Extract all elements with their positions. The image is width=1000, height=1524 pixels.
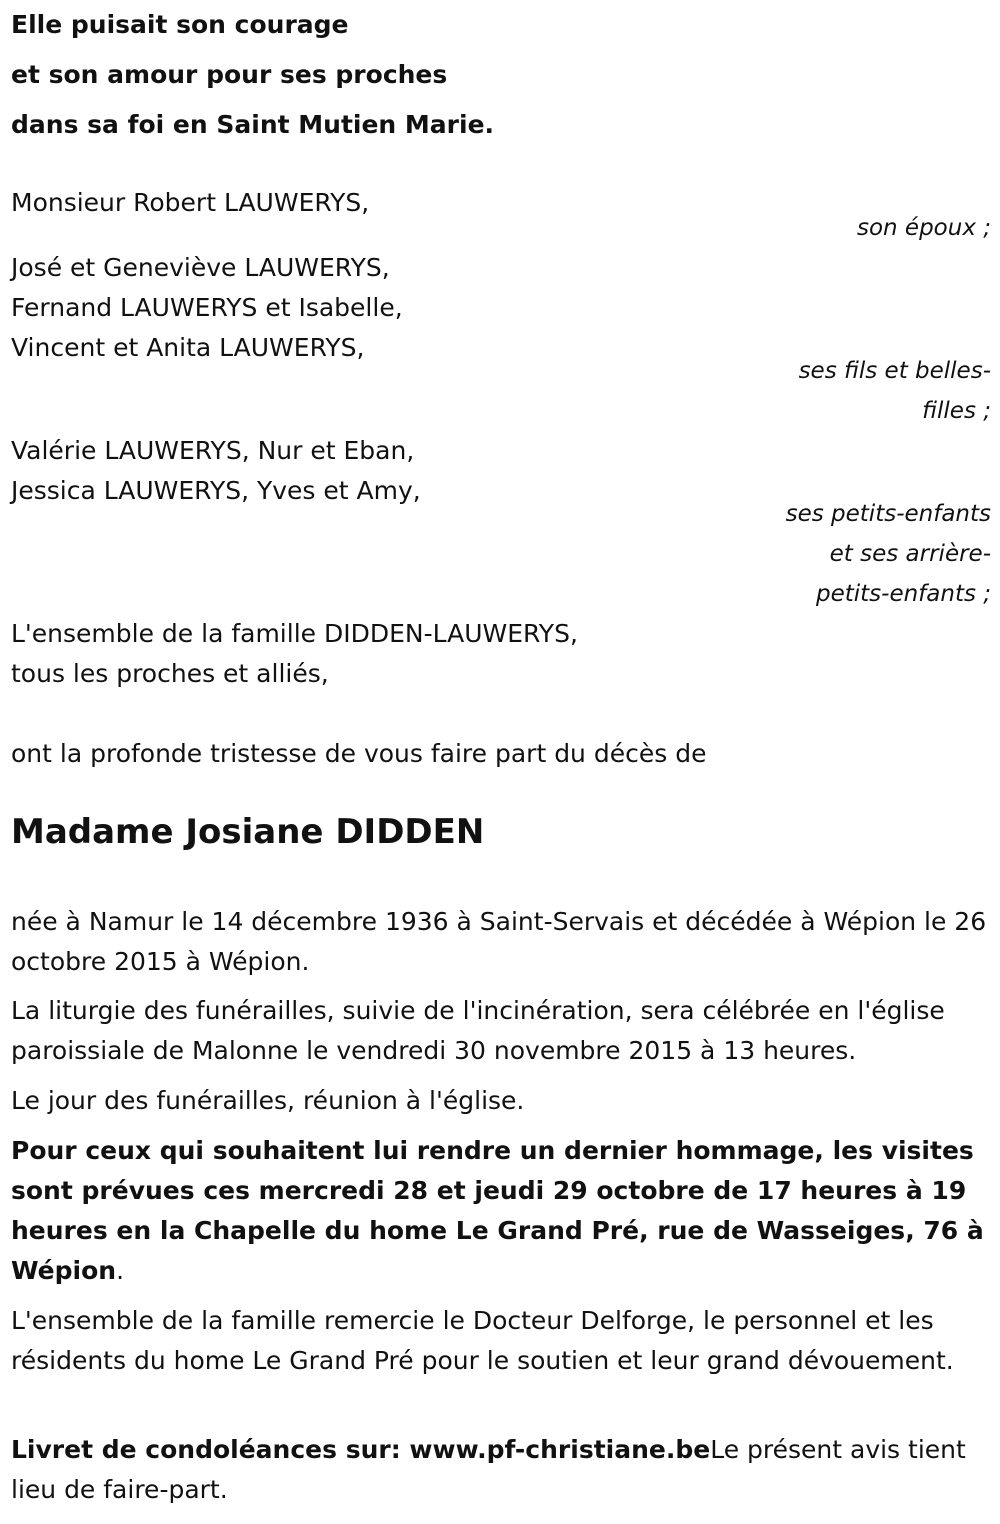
spouse-relation: son époux ;: [856, 215, 991, 241]
grandchildren-relation-line: et ses arrière-: [829, 541, 991, 567]
visits-paragraph: [11, 1131, 991, 1291]
quote-line-1: Elle puisait son courage: [11, 10, 349, 39]
deceased-name: Madame Josiane DIDDEN: [11, 812, 485, 852]
grandchild-line: Valérie LAUWERYS, Nur et Eban,: [11, 436, 415, 465]
grandchildren-relation-line: petits-enfants ;: [815, 581, 991, 607]
family-others-line: L'ensemble de la famille DIDDEN-LAUWERYS,: [11, 619, 578, 648]
condolences-paragraph: [11, 1430, 991, 1510]
children-relation-line: ses fils et belles-: [798, 358, 991, 384]
child-line: Fernand LAUWERYS et Isabelle,: [11, 293, 403, 322]
announcement-text: ont la profonde tristesse de vous faire part du décès de: [11, 739, 707, 768]
child-line: José et Geneviève LAUWERYS,: [11, 253, 390, 282]
children-relation-line: filles ;: [922, 398, 991, 424]
obituary-page: [11, 0, 991, 1524]
child-line: Vincent et Anita LAUWERYS,: [11, 333, 365, 362]
condolences-rest: Le présent avis tient lieu de faire-part.: [11, 1435, 966, 1504]
grandchildren-relation-line: ses petits-enfants: [785, 501, 991, 527]
family-others-line: tous les proches et alliés,: [11, 659, 329, 688]
quote-line-3: dans sa foi en Saint Mutien Marie.: [11, 110, 495, 139]
birth-death-paragraph: née à Namur le 14 décembre 1936 à Saint-Servais et décédée à Wépion le 26 octobre 2015 à Wépion.: [11, 907, 987, 976]
grandchild-line: Jessica LAUWERYS, Yves et Amy,: [11, 476, 421, 505]
liturgy-paragraph: La liturgie des funérailles, suivie de l'incinération, sera célébrée en l'église paroissiale de Malonne le vendredi 30 novembre 2015 à 13 heures.: [11, 996, 945, 1065]
quote-line-2: et son amour pour ses proches: [11, 60, 448, 89]
thanks-paragraph: L'ensemble de la famille remercie le Docteur Delforge, le personnel et les résidents du home Le Grand Pré pour le soutien et leur grand dévouement.: [11, 1306, 954, 1375]
visits-end: .: [116, 1256, 125, 1285]
condolences-link[interactable]: Livret de condoléances sur: www.pf-christiane.be: [11, 1435, 711, 1464]
visits-text: Pour ceux qui souhaitent lui rendre un dernier hommage, les visites sont prévues ces mercredi 28 et jeudi 29 octobre de 17 heures à 19 heures en la Chapelle du home Le Grand Pré, rue de Wasseiges, 76 à Wépion: [11, 1136, 984, 1285]
reunion-paragraph: Le jour des funérailles, réunion à l'église.: [11, 1086, 525, 1115]
spouse-name: Monsieur Robert LAUWERYS,: [11, 188, 370, 217]
